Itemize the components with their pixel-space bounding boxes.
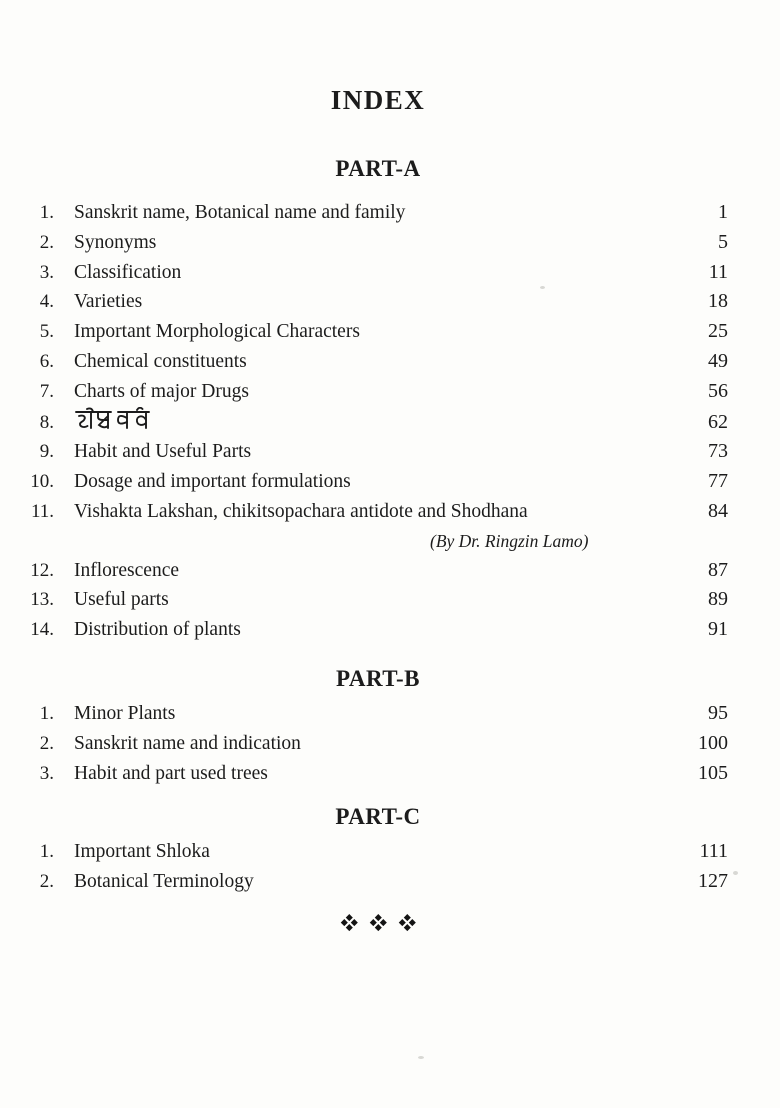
entry-byline: (By Dr. Ringzin Lamo) bbox=[430, 530, 589, 551]
entry-page-number: 89 bbox=[708, 588, 728, 611]
entry-page-number: 84 bbox=[708, 499, 728, 522]
toc-row bbox=[28, 585, 728, 615]
toc-row bbox=[28, 437, 728, 467]
toc-row bbox=[28, 377, 728, 407]
toc-row bbox=[28, 467, 728, 497]
entry-title: Important Shloka bbox=[74, 841, 210, 863]
entry-title: Useful parts bbox=[74, 589, 169, 611]
toc-row bbox=[28, 497, 728, 527]
entry-title: Synonyms bbox=[74, 231, 157, 253]
entry-number: 10. bbox=[30, 471, 54, 493]
entry-number: 6. bbox=[39, 350, 54, 372]
entry-title: Vishakta Lakshan, chikitsopachara antidote and Shodhana bbox=[74, 500, 528, 522]
section-part-b bbox=[28, 667, 728, 788]
entry-page-number: 11 bbox=[708, 260, 728, 283]
entry-page-number: 25 bbox=[708, 320, 728, 343]
scan-speck bbox=[733, 871, 738, 875]
toc-row bbox=[28, 837, 728, 867]
entry-number: 12. bbox=[30, 559, 54, 581]
diamond-cluster-icon bbox=[371, 915, 386, 930]
entry-title: Sanskrit name, Botanical name and family bbox=[74, 202, 406, 223]
entry-title: Classification bbox=[74, 261, 182, 283]
section-part-c bbox=[28, 805, 728, 897]
entry-page-number: 105 bbox=[698, 761, 728, 784]
toc-row bbox=[28, 759, 728, 789]
diamond-ornament bbox=[28, 915, 728, 935]
toc-row bbox=[28, 729, 728, 759]
table-of-contents bbox=[28, 157, 728, 897]
toc-row bbox=[28, 258, 728, 288]
scan-speck bbox=[418, 1056, 424, 1059]
entry-title: Habit and part used trees bbox=[74, 762, 268, 784]
toc-row bbox=[28, 867, 728, 897]
entry-page-number: 62 bbox=[708, 410, 728, 433]
entry-number: 3. bbox=[39, 261, 54, 283]
entry-page-number: 87 bbox=[708, 558, 728, 581]
entry-page-number: 100 bbox=[698, 731, 728, 754]
entry-page-number: 73 bbox=[708, 440, 728, 463]
entry-number: 11. bbox=[30, 500, 54, 522]
entry-page-number: 91 bbox=[708, 618, 728, 641]
entry-page-number: 127 bbox=[698, 870, 728, 893]
entry-number: 8. bbox=[39, 411, 54, 433]
devanagari-title-glyphs bbox=[74, 407, 150, 433]
section-header: PART-A bbox=[335, 156, 421, 181]
page-title: INDEX bbox=[330, 85, 426, 115]
toc-row bbox=[28, 287, 728, 317]
section-header: PART-C bbox=[335, 804, 421, 830]
toc-row bbox=[28, 699, 728, 729]
entry-title bbox=[54, 407, 666, 438]
entry-title: Distribution of plants bbox=[74, 619, 241, 641]
section-header: PART-B bbox=[336, 665, 420, 691]
diamond-cluster-icon bbox=[400, 915, 415, 930]
entry-title: Important Morphological Characters bbox=[74, 321, 360, 343]
entry-page-number: 95 bbox=[708, 701, 728, 724]
toc-row bbox=[28, 198, 728, 228]
toc-row bbox=[28, 228, 728, 258]
entry-number: 1. bbox=[39, 702, 54, 724]
entry-title: Charts of major Drugs bbox=[74, 380, 249, 402]
entry-page-number: 77 bbox=[708, 470, 728, 493]
toc-row bbox=[28, 556, 728, 586]
entry-number: 14. bbox=[30, 619, 54, 641]
entry-number: 5. bbox=[39, 321, 54, 343]
entry-number: 4. bbox=[39, 291, 54, 313]
toc-row bbox=[28, 407, 728, 438]
entry-page-number: 5 bbox=[718, 230, 728, 253]
entry-title: Varieties bbox=[74, 291, 143, 313]
entry-number: 1. bbox=[39, 841, 54, 863]
entry-page-number: 1 bbox=[718, 201, 728, 223]
entry-number: 13. bbox=[30, 589, 54, 611]
entry-number: 2. bbox=[39, 231, 54, 253]
toc-row bbox=[28, 347, 728, 377]
entry-title: Minor Plants bbox=[74, 702, 176, 724]
entry-number: 1. bbox=[39, 202, 54, 223]
diamond-cluster-icon bbox=[342, 915, 357, 930]
entry-title: Inflorescence bbox=[74, 559, 180, 581]
entry-page-number: 18 bbox=[708, 290, 728, 313]
toc-row bbox=[28, 615, 728, 645]
entry-page-number: 56 bbox=[708, 379, 728, 402]
entry-title: Botanical Terminology bbox=[74, 871, 254, 893]
section-part-a bbox=[28, 157, 728, 645]
entry-number: 2. bbox=[39, 871, 54, 893]
entry-title: Habit and Useful Parts bbox=[74, 441, 252, 463]
entry-page-number: 49 bbox=[708, 349, 728, 372]
entry-number: 7. bbox=[39, 380, 54, 402]
entry-title: Sanskrit name and indication bbox=[74, 732, 301, 754]
entry-number: 9. bbox=[39, 441, 54, 463]
entry-number: 2. bbox=[39, 732, 54, 754]
entry-number: 3. bbox=[39, 762, 54, 784]
entry-page-number: 111 bbox=[699, 840, 728, 863]
toc-row bbox=[28, 317, 728, 347]
entry-title: Chemical constituents bbox=[74, 350, 247, 372]
scan-speck bbox=[540, 286, 545, 289]
entry-title: Dosage and important formulations bbox=[74, 471, 351, 493]
